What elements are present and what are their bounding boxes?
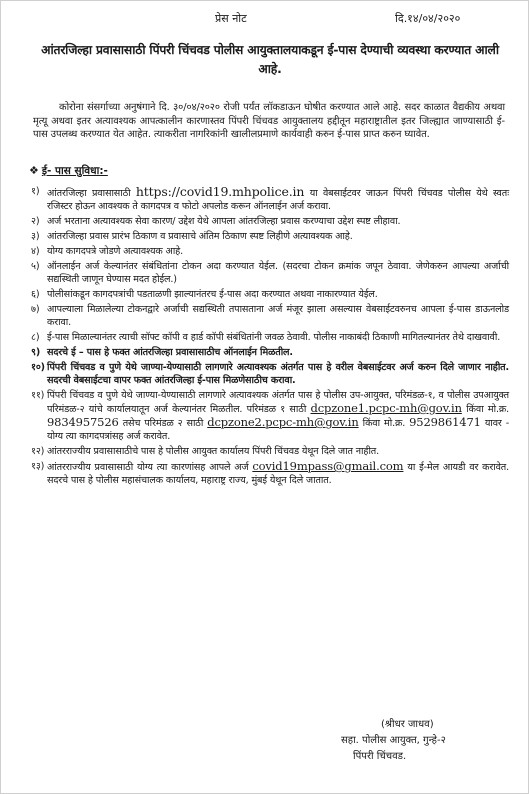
phone-number-zone1: 9834957526 — [47, 415, 119, 429]
section-heading — [29, 164, 108, 178]
item-text — [47, 185, 509, 213]
item-text — [47, 389, 509, 443]
document-title: आंतरजिल्हा प्रवासासाठी पिंपरी चिंचवड पोलीस आयुक्तालयाकडून ई-पास देण्याची व्यवस्था करण्यात आली आहे. — [41, 43, 499, 76]
item-text: आंतरराज्यीय प्रवासासाठीचे पास हे पोलीस आयुक्त कार्यालय पिंपरी चिंचवड येथून दिले जात नाहीत. — [47, 446, 380, 457]
section-heading-text: ई- पास सुविधा:- — [41, 165, 108, 177]
item-number: २) — [31, 216, 40, 227]
item-number: १०) — [31, 362, 45, 373]
signature-block — [341, 717, 511, 765]
item-number: ९) — [31, 347, 41, 358]
item-number: ६) — [31, 289, 40, 300]
item-text: सदरचे ई – पास हे फक्त आंतरजिल्हा प्रवासासाठीच ऑनलाईन मिळतील. — [47, 347, 293, 358]
item-text: अर्ज भरताना अत्यावश्यक सेवा कारण/ उद्देश येथे आपला आंतरजिल्हा प्रवास करण्याचा उद्देश स्पष्ट लीहावा. — [47, 216, 401, 227]
item-text — [47, 460, 509, 487]
list-item — [31, 260, 509, 286]
list-item — [31, 185, 509, 213]
item-number: ३) — [31, 231, 40, 242]
item-text-part: यावर - योग्य त्या कागदपत्रांसह अर्ज करावेत. — [47, 418, 510, 442]
item-number: ११) — [31, 390, 45, 401]
intro-paragraph — [33, 101, 505, 142]
item-text-part: या ई-मेल आयडी वर करावेत. सदरचे पास हे पोलीस महासंचालक कार्यालय, महाराष्ट्र राज्य, मुंबई येथून दिले जातात. — [47, 462, 509, 486]
document-date: दि.१४/०४/२०२० — [395, 12, 461, 25]
list-item — [31, 303, 509, 329]
points-list — [31, 185, 509, 489]
item-text-part: किंवा मो.क्र. — [466, 404, 509, 415]
signatory-designation: सहा. पोलीस आयुक्त, गुन्हे-२ — [341, 735, 446, 746]
list-item — [31, 389, 509, 443]
item-number: ४) — [31, 246, 40, 257]
list-item — [31, 361, 509, 387]
list-item — [31, 331, 509, 344]
item-text-part: आंतरजिल्हा प्रवासासाठी — [47, 188, 131, 199]
list-item — [31, 215, 509, 228]
item-number: ८) — [31, 332, 40, 343]
email-link-zone2[interactable]: dcpzone2.pcpc-mh@gov.in — [207, 415, 359, 429]
item-text-part: या वेबसाईटवर जाऊन पिंपरी चिंचवड पोलीस येथे स्वतः रजिस्टर होऊन आवश्यक ते कागदपत्र व फोटो अपलोड करून ऑनलाईन अर्ज करावा. — [47, 188, 509, 212]
item-text: ई-पास मिळाल्यानंतर त्याची सॉफ्ट कॉपी व हार्ड कॉपी संबंधितांनी जवळ ठेवावी. पोलीस नाकाबंदी ठिकाणी मागितल्यानंतर तेथे दाखवावी. — [47, 332, 501, 343]
item-number: ५) — [31, 261, 40, 272]
intro-text: कोरोना संसर्गाच्या अनुषंगाने दि. ३०/०४/२०२० रोजी पर्यंत लॉकडाऊन घोषीत करण्यात आले आहे. सदर काळात वैद्यकीय अथवा मृत्यू अथवा इतर अत्यावश्यक आपत्कालीन कारणास्तव पिंपरी चिंचवड आयुक्तालय हद्दीतून महाराष्ट्रातील इतर जिल्ह्यात जाण्यासाठी ई-पास उपलब्ध करण्यात येत आहेत. त्याकरीता नागरिकांनी खालीलप्रमाणे कार्यवाही करुन ई-पास प्राप्त करुन घ्यावेत. — [33, 102, 505, 140]
item-text: ऑनलाईन अर्ज केल्यानंतर संबंधितांना टोकन अदा करण्यात येईल. (सदरचा टोकन क्रमांक जपून ठेवावा. जेणेकरुन आपल्या अर्जाची सद्यस्थिती जाणून घेण्यास मदत होईल.) — [47, 261, 509, 285]
item-number: ७) — [31, 304, 40, 315]
list-item — [31, 346, 509, 359]
item-number: १) — [31, 186, 40, 197]
list-item — [31, 288, 509, 301]
item-text-part: आंतरराज्यीय प्रवासासाठी योग्य त्या कारणांसह आपले अर्ज — [47, 462, 249, 473]
item-text-part: पिंपरी चिंचवड व पुणे येथे जाण्या-येण्यासाठी लागणारे अत्यावश्यक अंतर्गत पास हे पोलीस उप-आयुक्त, परिमंडळ-१, व पोलीस उपआयुक्त परिमंडळ-२ यांचे कार्यालयातून अर्ज केल्यानंतर मिळतील. परिमंडळ १ साठी — [47, 390, 509, 415]
item-text-part: किंवा मो.क्र. — [362, 418, 406, 429]
item-number: १३) — [31, 461, 45, 472]
signatory-place: पिंपरी चिंचवड. — [353, 751, 407, 762]
list-item — [31, 230, 509, 243]
item-text: आपल्याला मिळालेल्या टोकनद्वारे अर्जाची सद्यस्थिती तपासताना अर्ज मंजूर झाला असल्यास वेबसाईटवरुनच आपला ई-पास डाऊनलोड करावा. — [47, 304, 509, 328]
signatory-name: (श्रीधर जाधव) — [381, 719, 434, 730]
email-link-interstate[interactable]: covid19mpass@gmail.com — [252, 459, 404, 473]
item-text: योग्य कागदपत्रे जोडणे अत्यावश्यक आहे. — [47, 246, 183, 257]
item-number: १२) — [31, 446, 45, 457]
diamond-bullet-icon: ❖ — [29, 164, 39, 177]
list-item — [31, 445, 509, 458]
list-item — [31, 460, 509, 487]
item-text: आंतरजिल्हा प्रवास प्रारंभ ठिकाण व प्रवासाचे अंतिम ठिकाण स्पष्ट लिहीणे अत्यावश्यक आहे. — [47, 231, 353, 242]
email-link-zone1[interactable]: dcpzone1.pcpc-mh@gov.in — [310, 401, 462, 415]
phone-number-zone2: 9529861471 — [409, 415, 481, 429]
item-text: पोलीसांकडून कागदपत्रांची पडताळणी झाल्यानंतरच ई-पास अदा करण्यात अथवा नाकारण्यात येईल. — [47, 289, 378, 300]
list-item — [31, 245, 509, 258]
item-text-part: तसेच परिमंडळ २ साठी — [122, 418, 204, 429]
website-link[interactable]: https://covid19.mhpolice.in — [135, 184, 305, 199]
press-note-label: प्रेस नोट — [215, 12, 247, 25]
document-header — [1, 11, 529, 29]
item-text: पिंपरी चिंचवड व पुणे येथे जाण्या-येण्यासाठी लागणारे अत्यावश्यक अंतर्गत पास हे वरील वेबसाईटवर अर्ज करुन दिले जाणार नाहीत. सदरची वेबसाईटचा वापर फक्त आंतरजिल्हा ई-पास मिळणेसाठीच करावा. — [47, 362, 509, 386]
